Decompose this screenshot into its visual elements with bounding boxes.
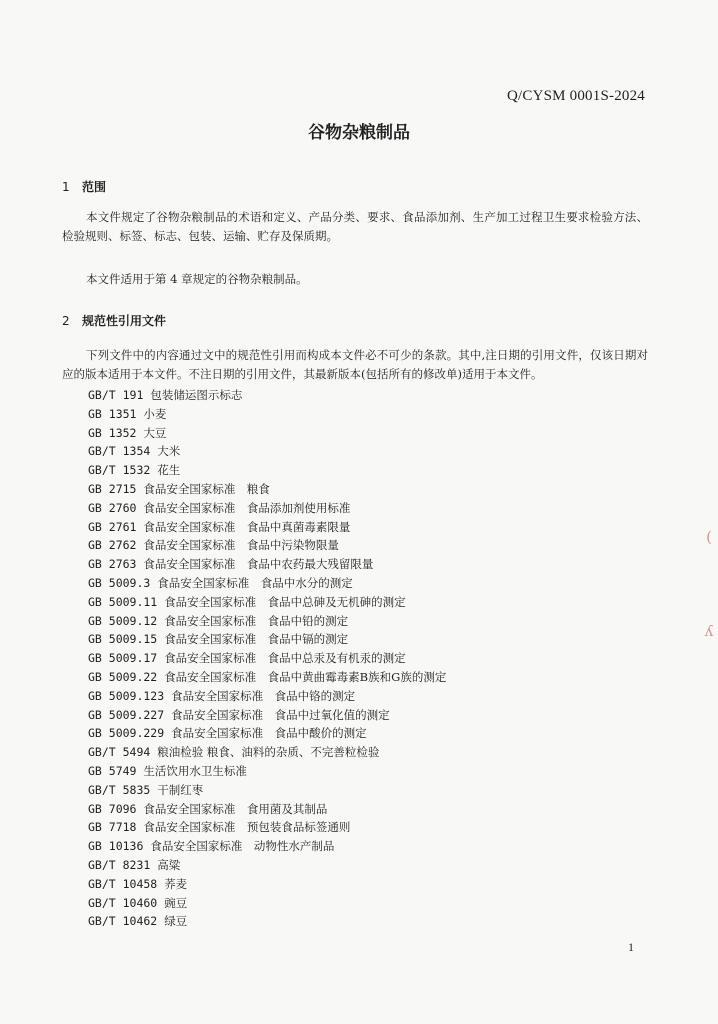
reference-item: [88, 649, 446, 668]
reference-title: 食品安全国家标准 食品中铅的测定: [164, 613, 349, 628]
reference-title: 荞麦: [164, 876, 188, 891]
reference-title: 干制红枣: [157, 782, 204, 797]
reference-code: GB/T 1532: [88, 463, 151, 478]
reference-code: GB 1352: [88, 425, 137, 440]
section-heading-scope: [62, 178, 106, 195]
reference-item: [88, 912, 446, 931]
reference-item: [88, 706, 446, 725]
reference-code: GB 5009.11: [88, 594, 158, 609]
reference-code: GB 5009.227: [88, 707, 165, 722]
reference-title: 食品安全国家标准 食品中水分的测定: [157, 575, 353, 590]
reference-code: GB/T 191: [88, 388, 144, 402]
reference-title: 食品安全国家标准 食品中总砷及无机砷的测定: [164, 594, 406, 609]
scope-paragraph-2: 本文件适用于第 4 章规定的谷物杂粮制品。: [86, 272, 308, 286]
section-number: 1: [62, 180, 70, 194]
reference-code: GB 2762: [88, 538, 137, 553]
reference-item: [88, 668, 446, 687]
reference-item: [88, 837, 446, 856]
reference-item: [88, 574, 446, 593]
stamp-mark-icon: (: [706, 528, 712, 546]
reference-title: 食品安全国家标准 食品添加剂使用标准: [143, 500, 351, 515]
reference-title: 食品安全国家标准 食品中过氧化值的测定: [171, 707, 390, 722]
reference-title: 食品安全国家标准 食品中黄曲霉毒素B族和G族的测定: [164, 669, 447, 684]
reference-item: [88, 724, 446, 743]
reference-title: 食品安全国家标准 食用菌及其制品: [143, 801, 328, 816]
reference-item: [88, 518, 446, 537]
reference-title: 食品安全国家标准 粮食: [143, 481, 270, 496]
reference-item: [88, 405, 446, 424]
stamp-mark-icon: ʎ: [704, 622, 714, 640]
section-heading-normative-references: [62, 312, 166, 329]
reference-title: 大米: [157, 444, 181, 459]
reference-title: 大豆: [143, 425, 167, 440]
reference-list: [88, 386, 446, 931]
reference-title: 食品安全国家标准 动物性水产制品: [150, 839, 335, 854]
section-title: 范围: [82, 180, 107, 194]
reference-title: 生活饮用水卫生标准: [143, 763, 247, 778]
reference-item: [88, 762, 446, 781]
reference-item: [88, 593, 446, 612]
reference-code: GB 5009.123: [88, 688, 165, 703]
reference-item: [88, 461, 446, 480]
reference-item: [88, 499, 446, 518]
reference-code: GB/T 10462: [88, 914, 158, 929]
reference-code: GB 5009.17: [88, 651, 158, 666]
reference-item: [88, 386, 446, 405]
reference-item: [88, 630, 446, 649]
reference-code: GB 2763: [88, 557, 137, 572]
reference-title: 豌豆: [164, 895, 188, 910]
reference-title: 食品安全国家标准 食品中酸价的测定: [171, 726, 367, 741]
reference-item: [88, 856, 446, 875]
reference-title: 绿豆: [164, 914, 188, 929]
reference-code: GB/T 10460: [88, 895, 158, 910]
document-code: Q/CYSM 0001S-2024: [506, 88, 645, 104]
reference-title: 食品安全国家标准 食品中真菌毒素限量: [143, 519, 351, 534]
reference-code: GB 7718: [88, 820, 137, 835]
reference-title: 高粱: [157, 857, 181, 872]
scope-paragraph-1: 本文件规定了谷物杂粮制品的术语和定义、产品分类、要求、食品添加剂、生产加工过程卫生要求检验方法、检验规则、标签、标志、包装、运输、贮存及保质期。: [62, 210, 648, 243]
page-number: 1: [628, 940, 634, 954]
reference-code: GB 10136: [88, 839, 144, 854]
reference-item: [88, 894, 446, 913]
reference-code: GB 5009.22: [88, 669, 158, 684]
reference-title: 食品安全国家标准 食品中铬的测定: [171, 688, 356, 703]
reference-code: GB 2761: [88, 519, 137, 534]
reference-code: GB/T 5835: [88, 782, 151, 797]
reference-item: [88, 687, 446, 706]
reference-code: GB/T 5494: [88, 745, 151, 760]
reference-item: [88, 536, 446, 555]
reference-item: [88, 800, 446, 819]
reference-item: [88, 424, 446, 443]
reference-item: [88, 480, 446, 499]
reference-title: 食品安全国家标准 食品中总汞及有机汞的测定: [164, 651, 406, 666]
reference-title: 花生: [157, 463, 181, 478]
reference-item: [88, 875, 446, 894]
reference-code: GB 5009.3: [88, 575, 151, 590]
reference-title: 食品安全国家标准 预包装食品标签通则: [143, 820, 351, 835]
reference-code: GB 7096: [88, 801, 137, 816]
document-title: 谷物杂粮制品: [308, 123, 410, 143]
reference-item: [88, 612, 446, 631]
reference-code: GB 5009.15: [88, 632, 158, 647]
reference-title: 包装储运图示标志: [150, 388, 243, 402]
reference-code: GB 1351: [88, 406, 137, 421]
reference-code: GB/T 8231: [88, 857, 151, 872]
reference-code: GB/T 10458: [88, 876, 158, 891]
reference-item: [88, 818, 446, 837]
reference-code: GB 5749: [88, 763, 137, 778]
reference-code: GB 2760: [88, 500, 137, 515]
reference-code: GB 5009.229: [88, 726, 165, 741]
reference-title: 食品安全国家标准 食品中污染物限量: [143, 538, 339, 553]
reference-item: [88, 781, 446, 800]
references-intro: 下列文件中的内容通过文中的规范性引用而构成本文件必不可少的条款。其中,注日期的引用文件，仅该日期对应的版本适用于本文件。不注日期的引用文件，其最新版本(包括所有的修改单)适用于本文件。: [62, 348, 648, 381]
section-number: 2: [62, 314, 70, 328]
reference-title: 粮油检验 粮食、油料的杂质、不完善粒检验: [157, 745, 380, 760]
reference-title: 食品安全国家标准 食品中农药最大残留限量: [143, 557, 374, 572]
reference-code: GB 2715: [88, 481, 137, 496]
reference-item: [88, 442, 446, 461]
reference-code: GB/T 1354: [88, 444, 151, 459]
reference-title: 食品安全国家标准 食品中镉的测定: [164, 632, 349, 647]
reference-item: [88, 555, 446, 574]
reference-title: 小麦: [143, 406, 167, 421]
reference-code: GB 5009.12: [88, 613, 158, 628]
reference-item: [88, 743, 446, 762]
section-title: 规范性引用文件: [82, 314, 167, 328]
